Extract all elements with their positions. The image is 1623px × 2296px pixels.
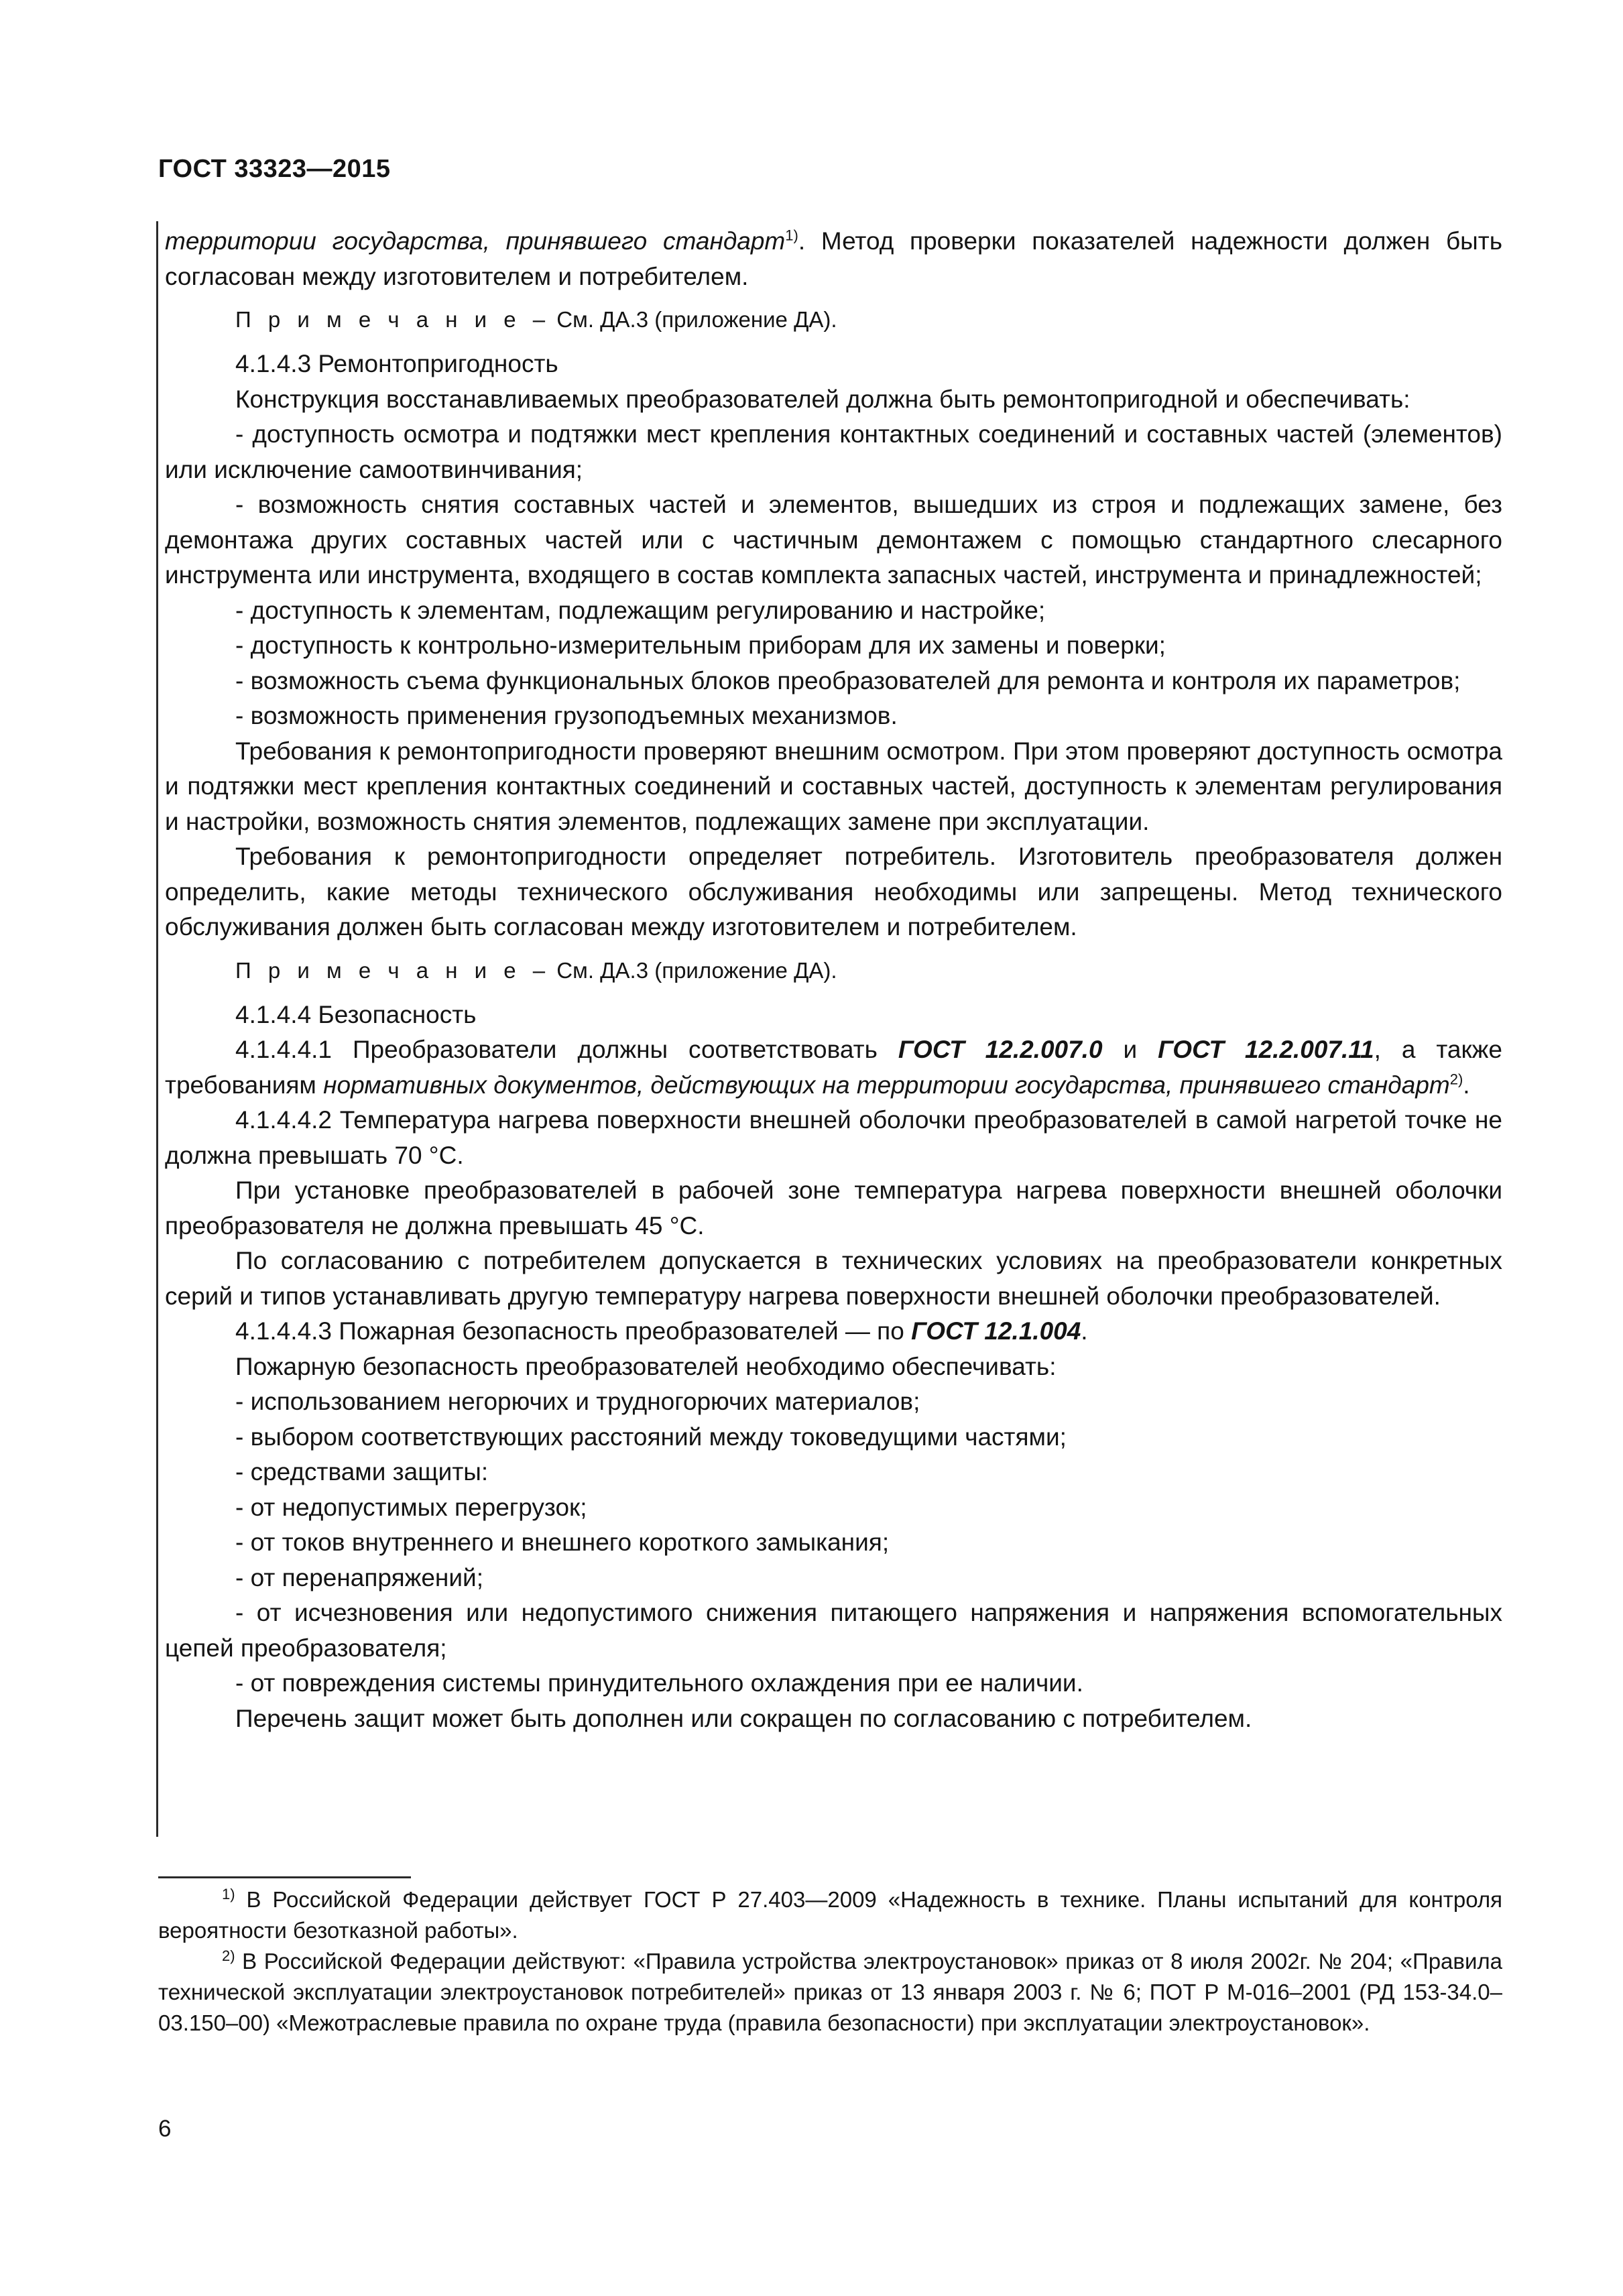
paragraph	[165, 1032, 1502, 1103]
paragraph: Требования к ремонтопригодности проверяют внешним осмотром. При этом проверяют доступность осмотра и подтяжки мест крепления контактных соединений и составных частей, доступность к элементам регулирования и настройки, возможность снятия элементов, подлежащих замене при эксплуатации.	[165, 737, 1502, 835]
footnote-marker: 1)	[785, 227, 798, 244]
list-item: - возможность применения грузоподъемных механизмов.	[235, 702, 898, 729]
note	[165, 304, 1502, 336]
paragraph: Конструкция восстанавливаемых преобразователей должна быть ремонтопригодной и обеспечивать:	[235, 385, 1410, 413]
paragraph: По согласованию с потребителем допускается в технических условиях на преобразователи конкретных серий и типов устанавливать другую температуру нагрева поверхности внешней оболочки преобразователей.	[165, 1247, 1502, 1310]
italic-text: территории государства, принявшего стандарт	[165, 227, 786, 255]
note-text: См. ДА.3 (приложение ДА).	[550, 307, 837, 332]
list-item: - доступность к контрольно-измерительным приборам для их замены и поверки;	[235, 631, 1166, 659]
list-item: - доступность осмотра и подтяжки мест крепления контактных соединений и составных частей (элементов) или исключение самоотвинчивания;	[165, 420, 1502, 483]
paragraph-text: .	[1081, 1317, 1088, 1345]
note-label: П р и м е ч а н и е –	[235, 307, 551, 332]
note-text: См. ДА.3 (приложение ДА).	[550, 957, 837, 983]
section-heading: 4.1.4.4 Безопасность	[235, 1000, 477, 1028]
document-header-title: ГОСТ 33323—2015	[158, 155, 391, 183]
standard-reference: ГОСТ 12.2.007.11	[1158, 1036, 1374, 1063]
footnote-marker: 2)	[1449, 1071, 1463, 1088]
footnote-mark: 1)	[222, 1886, 235, 1902]
list-item: - возможность съема функциональных блоков преобразователей для ремонта и контроля их параметров;	[235, 666, 1461, 694]
paragraph: 4.1.4.4.2 Температура нагрева поверхности внешней оболочки преобразователей в самой нагретой точке не должна превышать 70 °С.	[165, 1106, 1502, 1169]
list-item: - от токов внутреннего и внешнего короткого замыкания;	[235, 1528, 890, 1556]
footnote-separator	[158, 1876, 411, 1878]
footnote	[158, 1884, 1502, 1946]
paragraph: При установке преобразователей в рабочей зоне температура нагрева поверхности внешней оболочки преобразователя не должна превышать 45 °С.	[165, 1176, 1502, 1240]
list-item: - средствами защиты:	[235, 1458, 489, 1486]
note	[165, 955, 1502, 987]
paragraph-text: 4.1.4.4.3 Пожарная безопасность преобразователей — по	[235, 1317, 912, 1345]
list-item: - возможность снятия составных частей и элементов, вышедших из строя и подлежащих замене, без демонтажа других составных частей или с частичным демонтажем с помощью стандартного слесарного инструмента или инструмента, входящего в состав комплекта запасных частей, инструмента и принадлежностей;	[165, 491, 1502, 589]
footnote-mark: 2)	[222, 1947, 235, 1964]
paragraph-text: , а также требованиям	[165, 1036, 1502, 1099]
italic-text: нормативных документов, действующих на территории государства, принявшего стандарт	[323, 1071, 1450, 1099]
footnotes	[158, 1884, 1502, 2039]
standard-reference: ГОСТ 12.2.007.0	[898, 1036, 1103, 1063]
paragraph-text: .	[1463, 1071, 1470, 1099]
paragraph	[165, 1314, 1502, 1349]
section-heading: 4.1.4.3 Ремонтопригодность	[235, 350, 558, 377]
list-item: - доступность к элементам, подлежащим регулированию и настройке;	[235, 596, 1046, 624]
paragraph-text: 4.1.4.4.1 Преобразователи должны соответствовать	[235, 1036, 898, 1063]
list-item: - выбором соответствующих расстояний между токоведущими частями;	[235, 1423, 1067, 1451]
paragraph: Пожарную безопасность преобразователей необходимо обеспечивать:	[235, 1352, 1057, 1380]
standard-reference: ГОСТ 12.1.004	[911, 1317, 1081, 1345]
page-number: 6	[158, 2116, 172, 2142]
footnote-text: В Российской Федерации действует ГОСТ Р 27.403—2009 «Надежность в технике. Планы испытаний для контроля вероятности безотказной работы».	[158, 1887, 1502, 1943]
list-item: - от повреждения системы принудительного охлаждения при ее наличии.	[235, 1669, 1083, 1697]
change-bar	[156, 221, 158, 1837]
footnote	[158, 1946, 1502, 2039]
paragraph-text: и	[1102, 1036, 1158, 1063]
footnote-text: В Российской Федерации действуют: «Правила устройства электроустановок» приказ от 8 июля 2002г. № 204; «Правила технической эксплуатации электроустановок потребителей» приказ от 13 января 2003 г. № 6; ПОТ Р М-016–2001 (РД 153-34.0–03.150–00) «Межотраслевые правила по охране труда (правила безопасности) при эксплуатации электроустановок».	[158, 1949, 1502, 2035]
paragraph-text: . Метод проверки показателей надежности должен быть согласован между изготовителем и потребителем.	[165, 227, 1502, 290]
note-label: П р и м е ч а н и е –	[235, 957, 551, 983]
paragraph-continuation	[165, 224, 1502, 294]
paragraph: Перечень защит может быть дополнен или сокращен по согласованию с потребителем.	[235, 1704, 1252, 1732]
list-item: - использованием негорючих и трудногорючих материалов;	[235, 1388, 920, 1415]
document-body	[165, 224, 1502, 1736]
list-item: - от недопустимых перегрузок;	[235, 1493, 587, 1521]
list-item: - от исчезновения или недопустимого снижения питающего напряжения и напряжения вспомогательных цепей преобразователя;	[165, 1599, 1502, 1662]
list-item: - от перенапряжений;	[235, 1563, 483, 1591]
paragraph: Требования к ремонтопригодности определяет потребитель. Изготовитель преобразователя должен определить, какие методы технического обслуживания необходимы или запрещены. Метод технического обслуживания должен быть согласован между изготовителем и потребителем.	[165, 843, 1502, 941]
